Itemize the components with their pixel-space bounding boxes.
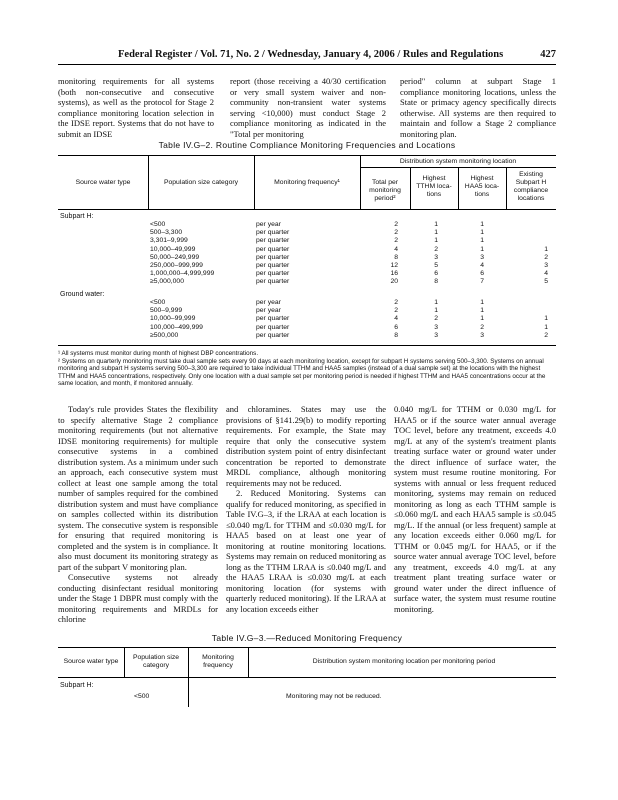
table-cell: 2 bbox=[394, 237, 398, 245]
col-header: Distribution system monitoring location per monitoring period bbox=[312, 658, 496, 665]
table-cell: 3 bbox=[480, 331, 484, 339]
table-cell: 1 bbox=[434, 307, 438, 315]
table-cell: 4 bbox=[544, 270, 548, 278]
table-row bbox=[58, 270, 556, 278]
table-cell: 8 bbox=[394, 331, 398, 339]
table-cell: 4 bbox=[480, 262, 484, 269]
table-row bbox=[58, 324, 556, 332]
table-cell: per quarter bbox=[256, 323, 290, 331]
table-row bbox=[58, 299, 556, 307]
page-number: 427 bbox=[540, 49, 556, 60]
table-cell: per quarter bbox=[256, 270, 290, 278]
paragraph: Consecutive systems not already conducting disinfectant residual monitoring under the Stage 1 DBPR must comply with the monitoring requirements and MRDLs for chlorine bbox=[58, 572, 218, 624]
table-cell: 1 bbox=[480, 315, 484, 323]
table-row bbox=[58, 237, 556, 245]
reduced-monitoring-table bbox=[58, 647, 556, 707]
table-cell: 3,301–9,999 bbox=[150, 237, 188, 245]
table1-footnotes bbox=[58, 350, 556, 388]
table-cell: 6 bbox=[394, 323, 398, 331]
group-label: Subpart H: bbox=[60, 213, 94, 220]
table-cell: per quarter bbox=[256, 315, 290, 323]
table-row bbox=[58, 246, 556, 254]
table-cell: 16 bbox=[390, 270, 398, 278]
col-header: Existing Subpart H compliance locations bbox=[513, 171, 549, 202]
table-cell: 50,000–249,999 bbox=[150, 253, 200, 261]
table-cell: 4 bbox=[394, 315, 398, 323]
table-row bbox=[58, 254, 556, 262]
page-header bbox=[58, 48, 556, 65]
table2-title: Table IV.G–3.—Reduced Monitoring Frequency bbox=[211, 633, 403, 643]
table-cell: 2 bbox=[394, 229, 398, 237]
table-cell: 2 bbox=[394, 221, 398, 228]
table-cell: <500 bbox=[150, 221, 166, 228]
table-cell: per quarter bbox=[256, 278, 290, 286]
table-cell: 4 bbox=[394, 245, 398, 253]
group-header: Distribution system monitoring location bbox=[399, 158, 517, 165]
top-text-column-1 bbox=[58, 76, 214, 139]
table-cell: 1 bbox=[480, 229, 484, 237]
table-cell: per quarter bbox=[256, 245, 290, 253]
running-title: Federal Register / Vol. 71, No. 2 / Wednesday, January 4, 2006 / Rules and Regulations bbox=[118, 49, 504, 60]
table-cell: 7 bbox=[480, 278, 484, 286]
table-cell: per year bbox=[256, 221, 281, 228]
table-cell: 1,000,000–4,999,999 bbox=[150, 270, 215, 278]
table-cell: 2 bbox=[434, 245, 438, 253]
table-cell: <500 bbox=[150, 299, 166, 306]
table-cell: 2 bbox=[394, 299, 398, 306]
table-cell: 10,000–99,999 bbox=[150, 315, 196, 323]
paragraph: monitoring requirements for all systems (both non-consecutive and consecutive systems), as well as the protocol for Stage 2 compliance monitoring location selection in the IDSE report. Systems that do not have to submit an IDSE bbox=[58, 76, 214, 139]
table-cell: <500 bbox=[134, 693, 150, 700]
table-cell: per year bbox=[256, 307, 281, 315]
table-cell: per quarter bbox=[256, 237, 290, 245]
body-column-1 bbox=[58, 404, 218, 625]
col-header: Monitoring frequency¹ bbox=[274, 179, 340, 186]
table-cell: 3 bbox=[434, 323, 438, 331]
table1-title: Table IV.G–2. Routine Compliance Monitoring Frequencies and Locations bbox=[158, 140, 456, 150]
table-cell: ≥5,000,000 bbox=[150, 278, 184, 286]
table-cell: Monitoring may not be reduced. bbox=[286, 693, 382, 700]
table-cell: 3 bbox=[544, 262, 548, 269]
paragraph: Today's rule provides States the flexibility to specify alternative Stage 2 compliance monitoring requirements (but not alternative IDSE monitoring requirements) for multiple consecutive systems in a combined distribution system. As a minimum under such an approach, each consecutive system must collect at least one sample among the total number of samples required for the combined distribution system and must have compliance on samples collected within its distribution system. The consecutive system is responsible for ensuring that required monitoring is completed and the system is in compliance. It also must document its monitoring strategy as part of the subpart V monitoring plan. bbox=[58, 404, 218, 572]
paragraph: report (those receiving a 40/30 certification or very small system waiver and non-community non-transient water systems serving <10,000) must conduct Stage 2 compliance monitoring as indicated in the "Total per monitoring bbox=[230, 76, 386, 139]
table-cell: 5 bbox=[544, 278, 548, 286]
table-row bbox=[58, 332, 556, 340]
paragraph: 2. Reduced Monitoring. Systems can qualify for reduced monitoring, as specified in Table IV.G–3, if the LRAA at each location is ≤0.040 mg/L for TTHM and ≤0.030 mg/L for HAA5 based on at least one year of monitoring at routine monitoring locations. Systems may remain on reduced monitoring as long as the TTHM LRAA is ≤0.040 mg/L and the HAA5 LRAA is ≤0.030 mg/L at each monitoring location (for systems with quarterly reduced monitoring). If the LRAA at any location exceeds either bbox=[226, 488, 386, 614]
table-row bbox=[58, 221, 556, 229]
col-header: Population size category bbox=[132, 654, 180, 669]
table-row bbox=[58, 307, 556, 315]
table-cell: 1 bbox=[434, 237, 438, 245]
table-cell: 1 bbox=[544, 315, 548, 323]
top-text-column-2 bbox=[230, 76, 386, 139]
table-cell: 250,000–999,999 bbox=[150, 262, 203, 269]
col-header: Monitoring frequency bbox=[202, 654, 234, 669]
table-row bbox=[58, 229, 556, 237]
table-cell: 1 bbox=[480, 245, 484, 253]
footnote: ¹ All systems must monitor during month of highest DBP concentrations. bbox=[58, 350, 259, 357]
paragraph: 0.040 mg/L for TTHM or 0.030 mg/L for HAA5 or if the source water annual average TOC level, before any treatment, exceeds 4.0 mg/L at any of the system's treatment plants treating surface water or ground water under the direct influence of surface water, the system must resume routine monitoring. For systems with annual or less frequent reduced monitoring, systems may remain on reduced monitoring as long as each TTHM sample is ≤0.060 mg/L and each HAA5 sample is ≤0.045 mg/L. If the annual (or less frequent) sample at any location exceeds either 0.060 mg/L for TTHM or 0.045 mg/L for HAA5, or if the source water annual average TOC level, before any treatment, exceeds 4.0 mg/L at any treatment plant treating surface water or ground water under the direct influence of surface water, the system must resume routine monitoring. bbox=[394, 404, 556, 614]
routine-monitoring-table bbox=[58, 155, 556, 345]
table-cell: 3 bbox=[434, 331, 438, 339]
group-label: Subpart H: bbox=[60, 682, 94, 689]
table-cell: 500–9,999 bbox=[150, 307, 183, 315]
col-header: Source water type bbox=[63, 658, 119, 665]
table-cell: 2 bbox=[480, 323, 484, 331]
table-cell: 6 bbox=[434, 270, 438, 278]
table-row bbox=[58, 315, 556, 323]
table-cell: 1 bbox=[434, 229, 438, 237]
table-row bbox=[58, 262, 556, 270]
table-cell: 1 bbox=[434, 221, 438, 228]
table-cell: 2 bbox=[544, 253, 548, 261]
table-cell: 10,000–49,999 bbox=[150, 245, 196, 253]
table-row bbox=[58, 278, 556, 286]
table-cell: 20 bbox=[390, 278, 398, 286]
body-column-3 bbox=[394, 404, 556, 614]
top-text-column-3 bbox=[400, 76, 556, 139]
table-cell: ≥500,000 bbox=[150, 331, 179, 339]
table-cell: 3 bbox=[480, 253, 484, 261]
table-cell: 100,000–499,999 bbox=[150, 323, 203, 331]
paragraph: and chloramines. States may use the provisions of §141.29(b) to modify reporting requirements. For example, the State may require that only the consecutive system distribution system point of entry disinfectant concentration be reported to demonstrate MRDL compliance, although monitoring requirements may not be reduced. bbox=[226, 404, 386, 488]
table-cell: 1 bbox=[480, 307, 484, 315]
body-column-2 bbox=[226, 404, 386, 614]
col-header: Total per monitoring period² bbox=[369, 179, 401, 202]
table-cell: 6 bbox=[480, 270, 484, 278]
table-cell: per quarter bbox=[256, 331, 290, 339]
table-cell: 2 bbox=[544, 331, 548, 339]
table-cell: 8 bbox=[434, 278, 438, 286]
table-cell: 5 bbox=[434, 262, 438, 269]
col-header: Highest HAA5 loca-tions bbox=[464, 175, 500, 198]
table-cell: 8 bbox=[394, 253, 398, 261]
table-cell: 1 bbox=[544, 323, 548, 331]
table-cell: per quarter bbox=[256, 229, 290, 237]
table-cell: per quarter bbox=[256, 262, 290, 269]
table-cell: 12 bbox=[390, 262, 398, 269]
table-cell: per year bbox=[256, 299, 281, 306]
col-header: Source water type bbox=[75, 179, 131, 186]
table-cell: 1 bbox=[434, 299, 438, 306]
table-cell: 1 bbox=[480, 221, 484, 228]
table-cell: 2 bbox=[434, 315, 438, 323]
table-cell: 1 bbox=[544, 245, 548, 253]
group-label: Ground water: bbox=[60, 291, 105, 298]
table-cell: 2 bbox=[394, 307, 398, 315]
col-header: Population size category bbox=[163, 179, 239, 186]
col-header: Highest TTHM loca-tions bbox=[416, 175, 452, 198]
table-cell: 1 bbox=[480, 237, 484, 245]
paragraph: period" column at subpart Stage 1 compliance monitoring locations, unless the State or primacy agency specifically directs otherwise. All systems are then required to maintain and follow a Stage 2 compliance monitoring plan. bbox=[400, 76, 556, 139]
table-cell: 3 bbox=[434, 253, 438, 261]
table-cell: per quarter bbox=[256, 253, 290, 261]
table-cell: 1 bbox=[480, 299, 484, 306]
table-cell: 500–3,300 bbox=[150, 229, 183, 237]
footnote: ² Systems on quarterly monitoring must take dual sample sets every 90 days at each monitoring location, except for subpart H systems serving 500–3,300. Systems on annual monitoring and subpart H systems serving 500–3,300 are required to take individual TTHM and HAA5 samples (instead of a dual sample set) at the locations with the highest TTHM and HAA5 concentrations, respectively. Only one location with a dual sample set per monitoring period is needed if highest TTHM and HAA5 concentrations occur at the same location, and month, if monitored annually. bbox=[58, 357, 546, 387]
